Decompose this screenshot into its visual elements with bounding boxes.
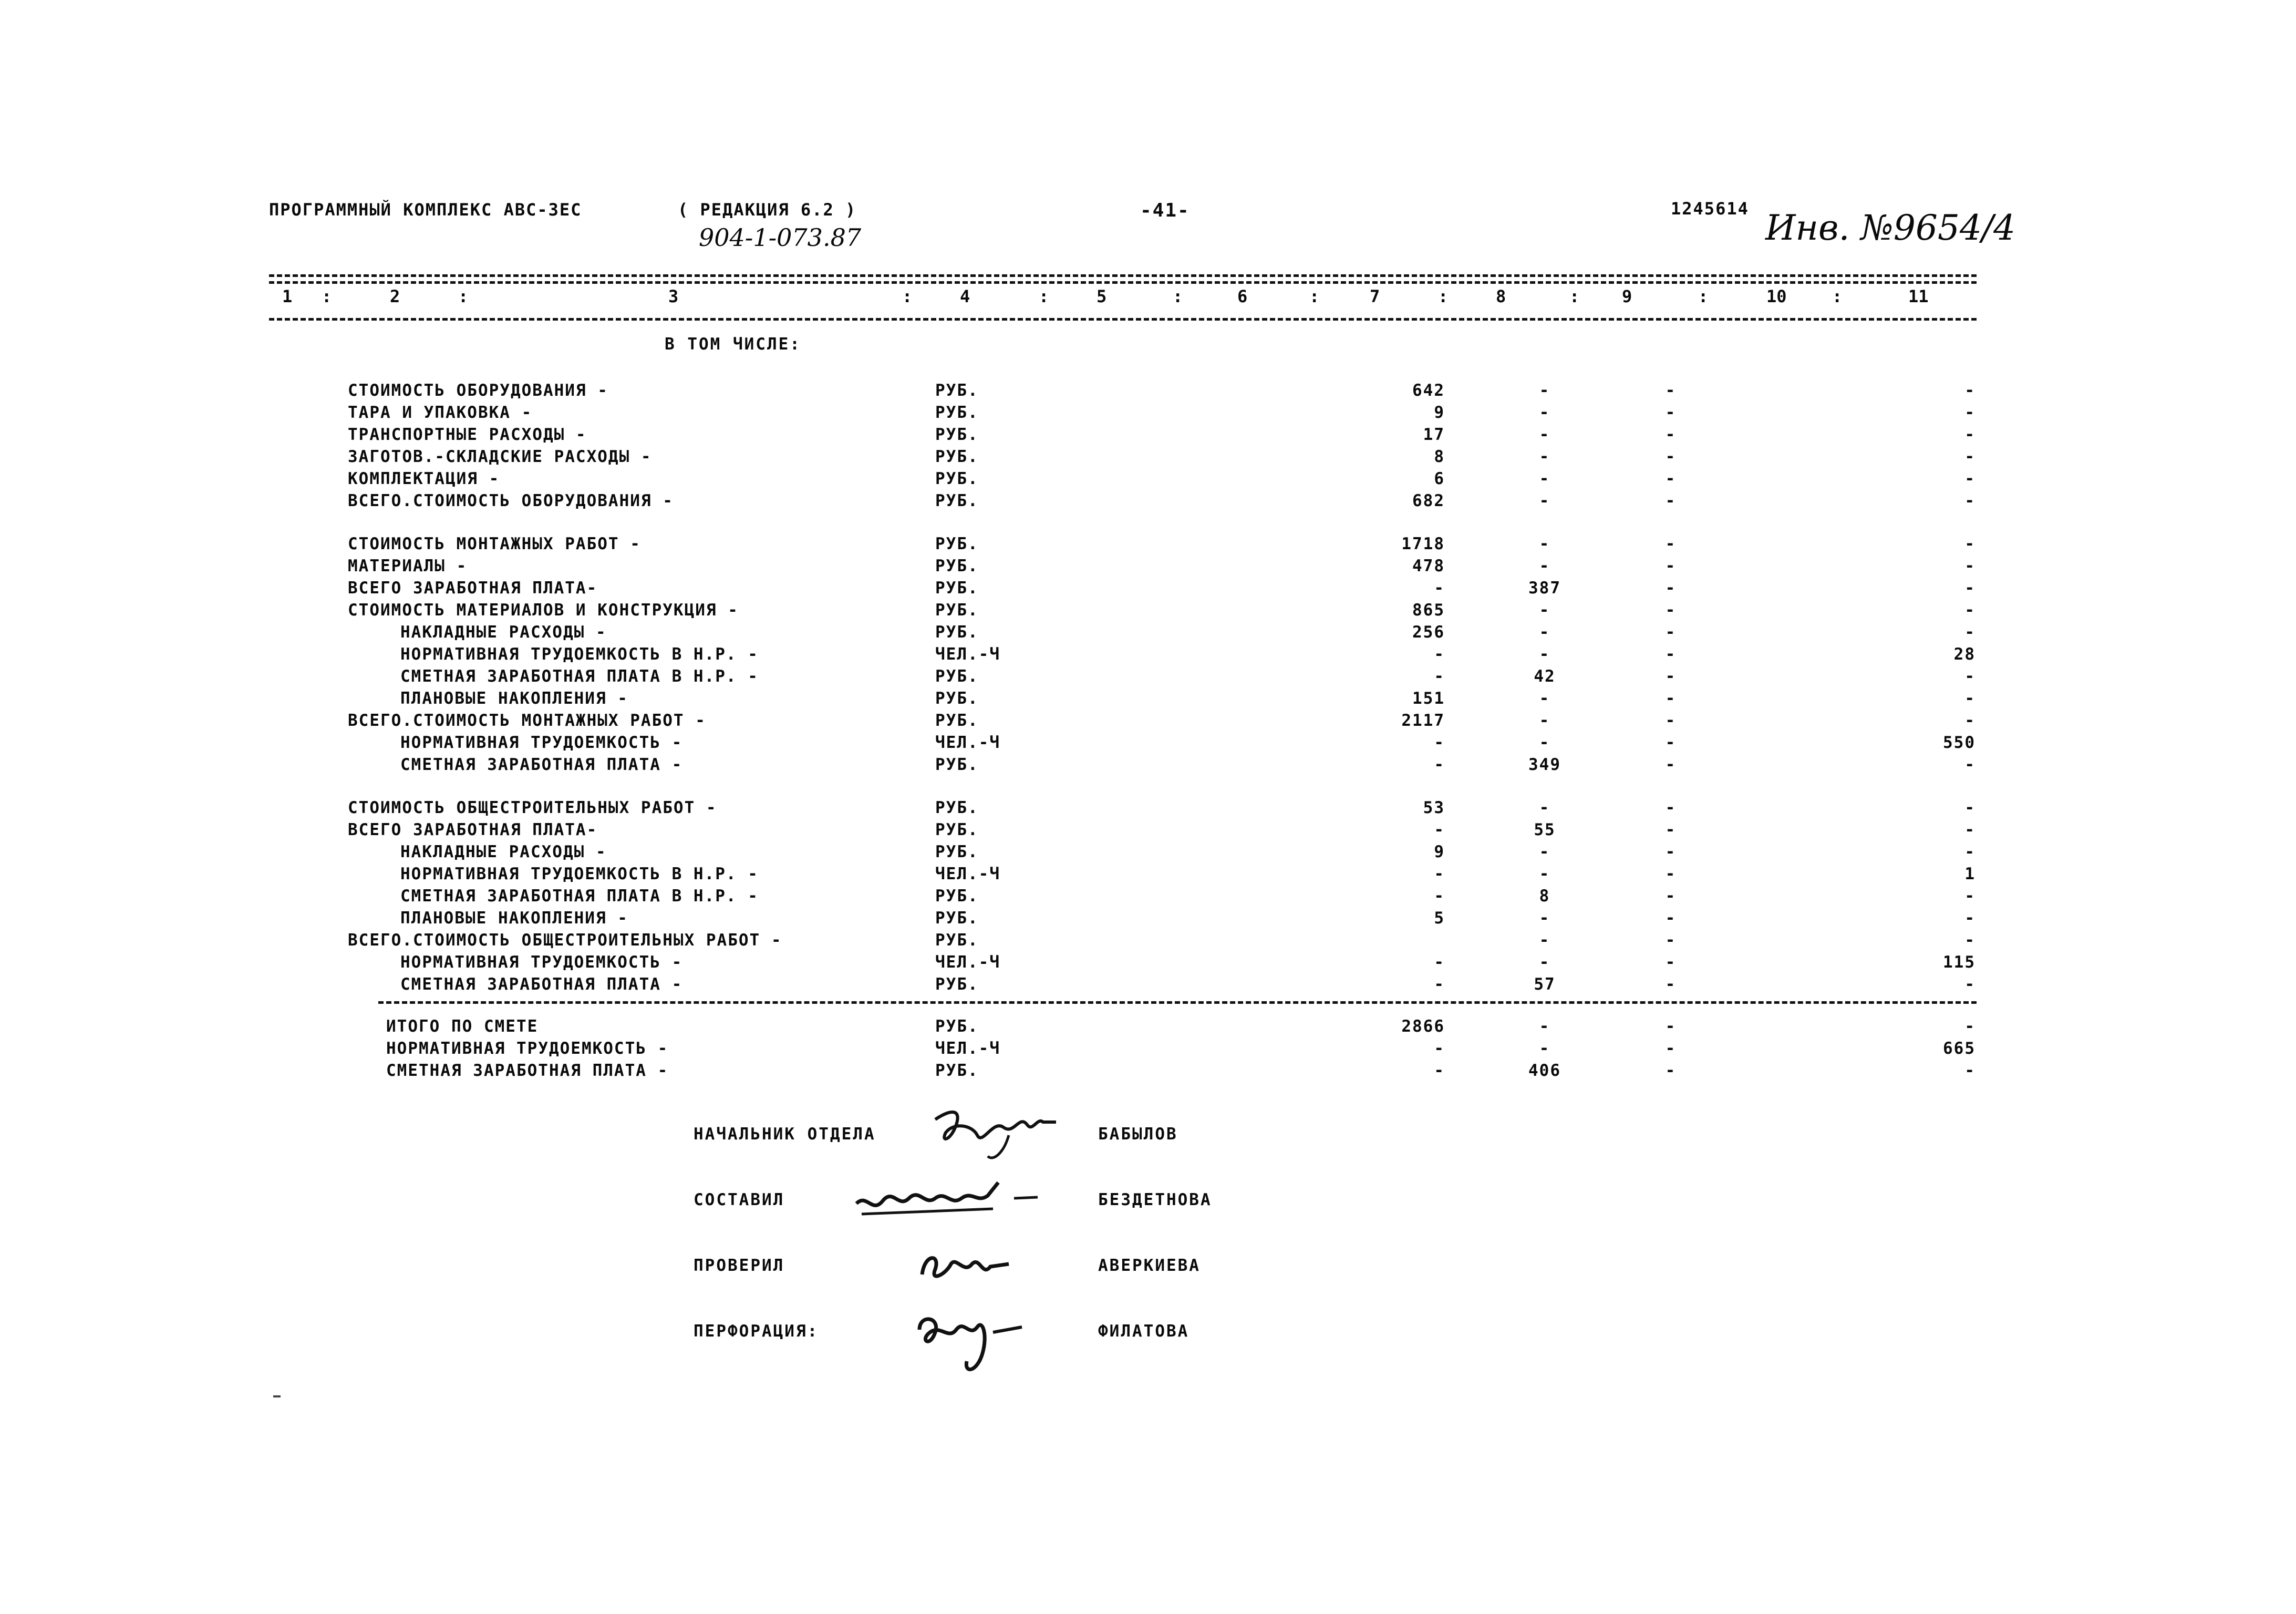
row-value-c11: -: [1964, 601, 1976, 620]
row-value-c7: 2866: [1401, 1017, 1445, 1036]
row-value-c9: -: [1665, 1061, 1677, 1080]
row-value-c7: 6: [1434, 469, 1445, 488]
row-value-c9: -: [1665, 865, 1677, 883]
row-value-c8: -: [1539, 711, 1550, 730]
row-value-c9: -: [1665, 469, 1677, 488]
row-unit: РУБ.: [935, 842, 979, 861]
column-number: 7: [1370, 286, 1380, 306]
row-value-c11: -: [1964, 557, 1976, 575]
row-unit: РУБ.: [935, 447, 979, 466]
row-value-c9: -: [1665, 534, 1677, 553]
row-value-c8: -: [1539, 931, 1550, 950]
row-unit: РУБ.: [935, 1017, 979, 1036]
column-separator: :: [1438, 286, 1449, 306]
column-number: 11: [1908, 286, 1929, 306]
row-value-c7: 151: [1412, 689, 1445, 708]
signature-role: ПЕРФОРАЦИЯ:: [694, 1322, 819, 1341]
row-value-c11: -: [1964, 1017, 1976, 1036]
row-value-c9: -: [1665, 887, 1677, 906]
row-value-c7: -: [1434, 887, 1445, 906]
row-label: ВСЕГО.СТОИМОСТЬ МОНТАЖНЫХ РАБОТ -: [348, 711, 706, 730]
row-value-c9: -: [1665, 1017, 1677, 1036]
row-value-c7: -: [1434, 667, 1445, 686]
totals-separator: [378, 1001, 1977, 1004]
row-unit: РУБ.: [935, 579, 979, 598]
row-value-c11: -: [1964, 667, 1976, 686]
row-value-c7: -: [1434, 820, 1445, 839]
column-number: 3: [668, 286, 679, 306]
row-value-c7: 1718: [1401, 534, 1445, 553]
row-value-c8: -: [1539, 953, 1550, 972]
row-label: СТОИМОСТЬ ОБЩЕСТРОИТЕЛЬНЫХ РАБОТ -: [348, 798, 717, 817]
row-label: ЗАГОТОВ.-СКЛАДСКИЕ РАСХОДЫ -: [348, 447, 652, 466]
row-value-c11: 1: [1964, 865, 1976, 883]
column-number: 1: [282, 286, 293, 306]
signature-head-of-department: [930, 1104, 1061, 1167]
row-label: ВСЕГО ЗАРАБОТНАЯ ПЛАТА-: [348, 820, 598, 839]
row-value-c11: -: [1964, 425, 1976, 444]
table-row: [0, 1039, 2296, 1061]
row-label: НОРМАТИВНАЯ ТРУДОЕМКОСТЬ -: [386, 1039, 669, 1058]
table-row: [0, 975, 2296, 997]
table-row: [0, 403, 2296, 425]
row-label: СМЕТНАЯ ЗАРАБОТНАЯ ПЛАТА -: [386, 1061, 669, 1080]
row-unit: ЧЕЛ.-Ч: [935, 733, 1000, 752]
signature-perforation: [909, 1303, 1035, 1382]
column-separator: :: [1832, 286, 1843, 306]
row-unit: РУБ.: [935, 689, 979, 708]
row-label: НОРМАТИВНАЯ ТРУДОЕМКОСТЬ В Н.Р. -: [400, 865, 759, 883]
table-row: [0, 887, 2296, 909]
row-value-c9: -: [1665, 381, 1677, 400]
signature-role: НАЧАЛЬНИК ОТДЕЛА: [694, 1125, 876, 1144]
table-row: [0, 447, 2296, 469]
column-separator: :: [322, 286, 332, 306]
row-value-c8: 387: [1528, 579, 1561, 598]
row-value-c7: -: [1434, 865, 1445, 883]
row-unit: ЧЕЛ.-Ч: [935, 1039, 1000, 1058]
row-value-c8: -: [1539, 645, 1550, 664]
row-label: ТРАНСПОРТНЫЕ РАСХОДЫ -: [348, 425, 587, 444]
row-value-c8: -: [1539, 425, 1550, 444]
row-value-c7: 478: [1412, 557, 1445, 575]
row-label: ПЛАНОВЫЕ НАКОПЛЕНИЯ -: [400, 689, 628, 708]
signature-name: БЕЗДЕТНОВА: [1098, 1190, 1212, 1209]
column-number: 6: [1237, 286, 1248, 306]
table-row: [0, 689, 2296, 711]
signature-checked-by: [914, 1243, 1019, 1290]
column-separator: :: [1698, 286, 1709, 306]
row-label: МАТЕРИАЛЫ -: [348, 557, 468, 575]
signature-compiled-by: [851, 1177, 1040, 1235]
row-value-c7: 642: [1412, 381, 1445, 400]
row-unit: РУБ.: [935, 534, 979, 553]
row-label: ТАРА И УПАКОВКА -: [348, 403, 533, 422]
signature-role: СОСТАВИЛ: [694, 1190, 785, 1209]
row-label: СТОИМОСТЬ МАТЕРИАЛОВ И КОНСТРУКЦИЯ -: [348, 601, 739, 620]
table-row: [0, 469, 2296, 491]
row-label: ВСЕГО.СТОИМОСТЬ ОБОРУДОВАНИЯ -: [348, 491, 674, 510]
row-value-c8: -: [1539, 469, 1550, 488]
table-row: [0, 667, 2296, 689]
inventory-number-handwritten: Инв. №9654/4: [1765, 208, 2016, 248]
row-value-c8: -: [1539, 865, 1550, 883]
signature-name: АВЕРКИЕВА: [1098, 1256, 1201, 1275]
row-value-c9: -: [1665, 403, 1677, 422]
row-value-c9: -: [1665, 667, 1677, 686]
row-value-c8: -: [1539, 381, 1550, 400]
row-value-c7: 8: [1434, 447, 1445, 466]
column-number: 10: [1766, 286, 1787, 306]
row-value-c8: -: [1539, 689, 1550, 708]
table-row: [0, 1061, 2296, 1083]
column-separator: :: [902, 286, 913, 306]
row-value-c9: -: [1665, 953, 1677, 972]
column-number: 8: [1496, 286, 1506, 306]
row-label: ВСЕГО ЗАРАБОТНАЯ ПЛАТА-: [348, 579, 598, 598]
row-value-c7: -: [1434, 975, 1445, 994]
row-unit: РУБ.: [935, 667, 979, 686]
row-value-c7: 2117: [1401, 711, 1445, 730]
column-separator: :: [1173, 286, 1183, 306]
row-label: СМЕТНАЯ ЗАРАБОТНАЯ ПЛАТА -: [400, 975, 683, 994]
row-unit: РУБ.: [935, 798, 979, 817]
document-code: 1245614: [1671, 199, 1749, 219]
row-value-c8: 8: [1539, 887, 1550, 906]
row-value-c8: 42: [1534, 667, 1556, 686]
row-value-c11: -: [1964, 579, 1976, 598]
row-unit: РУБ.: [935, 820, 979, 839]
row-value-c11: -: [1964, 842, 1976, 861]
row-label: ПЛАНОВЫЕ НАКОПЛЕНИЯ -: [400, 909, 628, 928]
table-row: [0, 645, 2296, 667]
column-separator: :: [1039, 286, 1049, 306]
section-title: В ТОМ ЧИСЛЕ:: [665, 335, 801, 354]
column-number-row: [269, 286, 1977, 313]
row-label: СТОИМОСТЬ МОНТАЖНЫХ РАБОТ -: [348, 534, 641, 553]
row-value-c11: -: [1964, 755, 1976, 774]
table-row: [0, 798, 2296, 820]
row-label: КОМПЛЕКТАЦИЯ -: [348, 469, 500, 488]
table-row: [0, 601, 2296, 623]
row-unit: РУБ.: [935, 1061, 979, 1080]
row-label: НОРМАТИВНАЯ ТРУДОЕМКОСТЬ -: [400, 953, 683, 972]
row-value-c7: -: [1434, 1061, 1445, 1080]
row-value-c8: -: [1539, 601, 1550, 620]
row-value-c9: -: [1665, 931, 1677, 950]
row-value-c11: -: [1964, 447, 1976, 466]
row-value-c9: -: [1665, 711, 1677, 730]
row-unit: РУБ.: [935, 381, 979, 400]
table-row: [0, 534, 2296, 557]
row-value-c9: -: [1665, 798, 1677, 817]
program-name: ПРОГРАММНЫЙ КОМПЛЕКС АВС-3ЕС: [269, 200, 582, 220]
row-unit: РУБ.: [935, 909, 979, 928]
row-value-c9: -: [1665, 557, 1677, 575]
table-row: [0, 953, 2296, 975]
table-row: [0, 579, 2296, 601]
row-value-c7: 53: [1423, 798, 1445, 817]
row-value-c11: -: [1964, 931, 1976, 950]
table-row: [0, 381, 2296, 403]
column-number: 9: [1622, 286, 1632, 306]
row-value-c7: 682: [1412, 491, 1445, 510]
table-row: [0, 733, 2296, 755]
row-value-c7: 9: [1434, 403, 1445, 422]
table-top-border: [269, 274, 1977, 277]
table-row: [0, 842, 2296, 865]
row-value-c9: -: [1665, 975, 1677, 994]
row-value-c11: 550: [1943, 733, 1976, 752]
row-unit: РУБ.: [935, 403, 979, 422]
table-row: [0, 1017, 2296, 1039]
row-value-c11: -: [1964, 820, 1976, 839]
row-value-c7: -: [1434, 1039, 1445, 1058]
row-value-c7: 9: [1434, 842, 1445, 861]
row-value-c7: -: [1434, 953, 1445, 972]
row-value-c8: 349: [1528, 755, 1561, 774]
row-value-c8: -: [1539, 447, 1550, 466]
table-row: [0, 931, 2296, 953]
row-value-c8: -: [1539, 1017, 1550, 1036]
row-value-c11: -: [1964, 711, 1976, 730]
row-value-c11: -: [1964, 623, 1976, 642]
row-unit: РУБ.: [935, 425, 979, 444]
row-label: ИТОГО ПО СМЕТЕ: [386, 1017, 539, 1036]
row-value-c7: -: [1434, 579, 1445, 598]
row-value-c8: -: [1539, 909, 1550, 928]
row-value-c7: 865: [1412, 601, 1445, 620]
page-number: -41-: [1140, 200, 1190, 221]
row-value-c9: -: [1665, 755, 1677, 774]
row-value-c9: -: [1665, 909, 1677, 928]
row-label: НАКЛАДНЫЕ РАСХОДЫ -: [400, 842, 607, 861]
signature-name: ФИЛАТОВА: [1098, 1322, 1190, 1341]
row-value-c11: -: [1964, 798, 1976, 817]
row-value-c8: -: [1539, 733, 1550, 752]
row-value-c9: -: [1665, 447, 1677, 466]
row-unit: РУБ.: [935, 469, 979, 488]
row-value-c11: -: [1964, 689, 1976, 708]
row-unit: РУБ.: [935, 491, 979, 510]
row-label: НАКЛАДНЫЕ РАСХОДЫ -: [400, 623, 607, 642]
row-label: НОРМАТИВНАЯ ТРУДОЕМКОСТЬ В Н.Р. -: [400, 645, 759, 664]
stray-mark: [273, 1395, 281, 1397]
column-number: 2: [390, 286, 400, 306]
signature-role: ПРОВЕРИЛ: [694, 1256, 785, 1275]
row-value-c8: 57: [1534, 975, 1556, 994]
row-value-c7: 17: [1423, 425, 1445, 444]
table-row: [0, 820, 2296, 842]
row-value-c9: -: [1665, 491, 1677, 510]
row-unit: РУБ.: [935, 557, 979, 575]
table-row: [0, 865, 2296, 887]
row-label: НОРМАТИВНАЯ ТРУДОЕМКОСТЬ -: [400, 733, 683, 752]
row-value-c7: -: [1434, 645, 1445, 664]
row-value-c11: 665: [1943, 1039, 1976, 1058]
row-unit: РУБ.: [935, 711, 979, 730]
row-value-c8: 55: [1534, 820, 1556, 839]
row-label: ВСЕГО.СТОИМОСТЬ ОБЩЕСТРОИТЕЛЬНЫХ РАБОТ -: [348, 931, 782, 950]
table-row: [0, 623, 2296, 645]
row-value-c7: -: [1434, 755, 1445, 774]
row-value-c9: -: [1665, 623, 1677, 642]
table-row: [0, 557, 2296, 579]
project-number-handwritten: 904-1-073.87: [699, 223, 862, 252]
column-separator: :: [1309, 286, 1320, 306]
table-top-border-2: [269, 281, 1977, 284]
row-unit: РУБ.: [935, 975, 979, 994]
row-value-c9: -: [1665, 579, 1677, 598]
row-value-c9: -: [1665, 689, 1677, 708]
table-row: [0, 755, 2296, 777]
row-label: СМЕТНАЯ ЗАРАБОТНАЯ ПЛАТА В Н.Р. -: [400, 667, 759, 686]
column-separator: :: [1569, 286, 1580, 306]
row-unit: РУБ.: [935, 887, 979, 906]
column-header-bottom-border: [269, 318, 1977, 321]
row-value-c8: -: [1539, 623, 1550, 642]
signature-name: БАБЫЛОВ: [1098, 1125, 1178, 1144]
row-unit: РУБ.: [935, 601, 979, 620]
edition-label: ( РЕДАКЦИЯ 6.2 ): [678, 200, 857, 220]
table-row: [0, 909, 2296, 931]
row-value-c8: -: [1539, 557, 1550, 575]
row-value-c11: -: [1964, 909, 1976, 928]
row-value-c8: -: [1539, 842, 1550, 861]
row-value-c8: -: [1539, 798, 1550, 817]
row-value-c8: -: [1539, 491, 1550, 510]
row-unit: РУБ.: [935, 755, 979, 774]
row-value-c7: 5: [1434, 909, 1445, 928]
row-value-c9: -: [1665, 842, 1677, 861]
row-value-c9: -: [1665, 425, 1677, 444]
row-value-c8: -: [1539, 1039, 1550, 1058]
row-value-c11: -: [1964, 1061, 1976, 1080]
row-value-c8: -: [1539, 534, 1550, 553]
row-value-c8: -: [1539, 403, 1550, 422]
row-value-c11: -: [1964, 534, 1976, 553]
row-unit: ЧЕЛ.-Ч: [935, 953, 1000, 972]
row-value-c11: 115: [1943, 953, 1976, 972]
row-label: СМЕТНАЯ ЗАРАБОТНАЯ ПЛАТА -: [400, 755, 683, 774]
row-value-c9: -: [1665, 1039, 1677, 1058]
row-value-c9: -: [1665, 645, 1677, 664]
row-value-c7: 256: [1412, 623, 1445, 642]
row-value-c11: 28: [1953, 645, 1976, 664]
column-number: 4: [960, 286, 970, 306]
table-row: [0, 491, 2296, 513]
row-value-c7: -: [1434, 733, 1445, 752]
row-value-c9: -: [1665, 733, 1677, 752]
table-row: [0, 425, 2296, 447]
row-value-c11: -: [1964, 469, 1976, 488]
row-unit: ЧЕЛ.-Ч: [935, 645, 1000, 664]
row-value-c11: -: [1964, 975, 1976, 994]
table-row: [0, 711, 2296, 733]
row-value-c11: -: [1964, 381, 1976, 400]
column-separator: :: [458, 286, 469, 306]
row-unit: РУБ.: [935, 623, 979, 642]
row-unit: РУБ.: [935, 931, 979, 950]
row-value-c11: -: [1964, 403, 1976, 422]
column-number: 5: [1097, 286, 1107, 306]
row-label: СТОИМОСТЬ ОБОРУДОВАНИЯ -: [348, 381, 608, 400]
row-value-c9: -: [1665, 820, 1677, 839]
row-value-c11: -: [1964, 491, 1976, 510]
row-label: СМЕТНАЯ ЗАРАБОТНАЯ ПЛАТА В Н.Р. -: [400, 887, 759, 906]
row-value-c8: 406: [1528, 1061, 1561, 1080]
row-value-c11: -: [1964, 887, 1976, 906]
row-value-c9: -: [1665, 601, 1677, 620]
row-unit: ЧЕЛ.-Ч: [935, 865, 1000, 883]
